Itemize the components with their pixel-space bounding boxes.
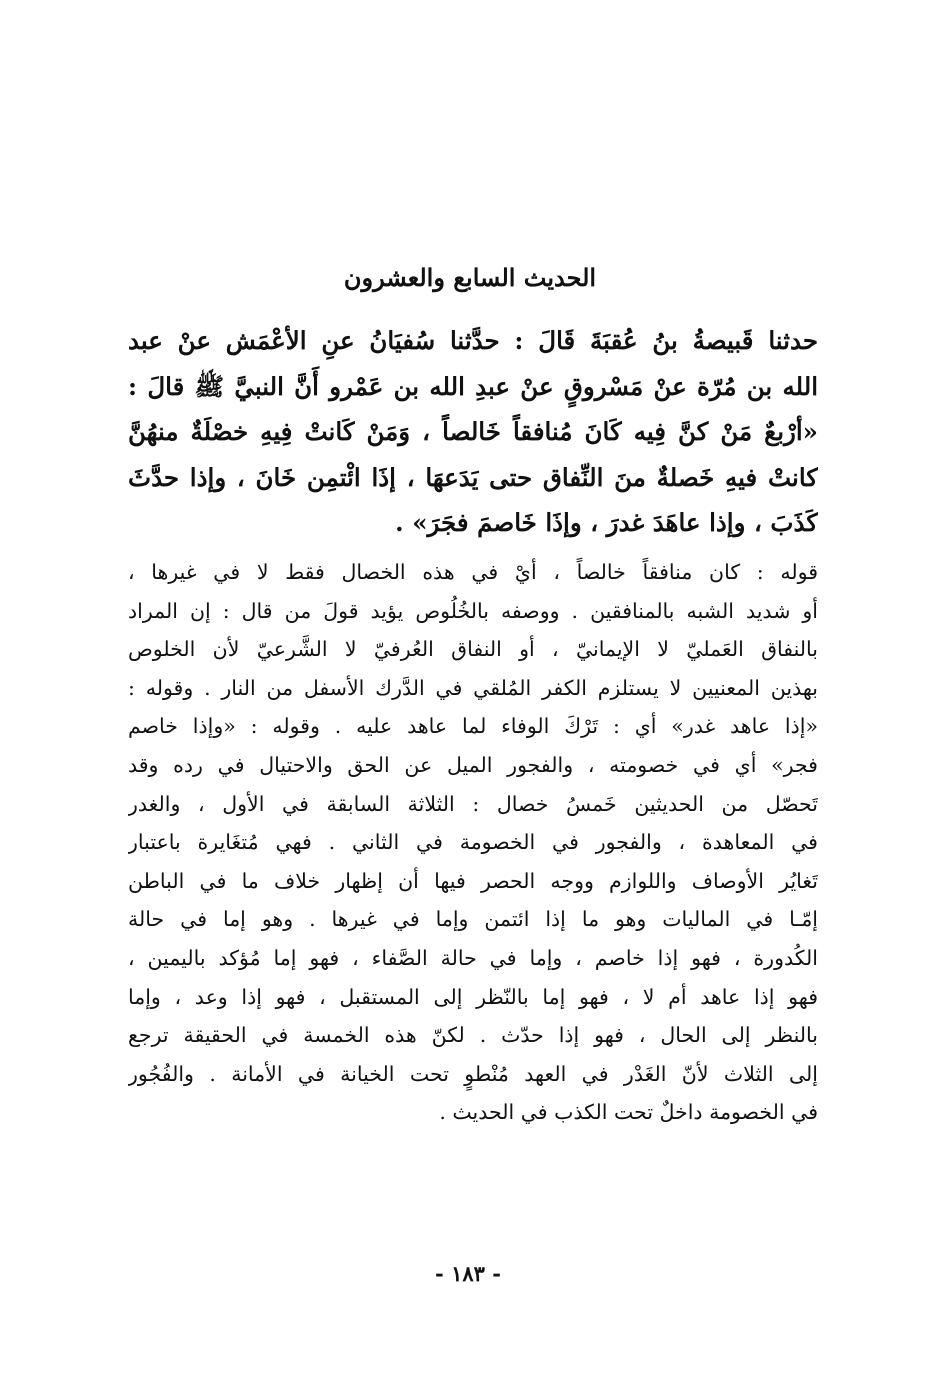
- commentary-line: إمّـا في الماليات وهو ما إذا ائتمن وإما في غيرها . وهو إما في حالة: [128, 907, 818, 932]
- commentary-line: قوله : كان منافقاً خالصاً ، أيْ في هذه الخصال فقط لا في غيرها ،: [128, 560, 818, 584]
- hadith-line: كَذَبَ ، وإذا عاهَدَ غدرَ ، وإذَا خَاصمَ فجَرَ» .: [395, 508, 818, 537]
- hadith-line: حدثنا قَبيصةُ بنُ عُقبَةَ قَالَ : حدَّثنا سُفيَانُ عنِ الأعْمَش عنْ عبد: [128, 326, 818, 355]
- commentary-line: في الخصومة داخلٌ تحت الكذب في الحديث .: [439, 1100, 818, 1125]
- hadith-line: «أرْبعٌ مَنْ كنَّ فِيه كَانَ مُنافقاً خَالصاً ، وَمَنْ كَانتْ فِيهِ خصْلَةٌ منهُنَّ: [128, 417, 818, 446]
- hadith-title: الحديث السابع والعشرون: [343, 263, 597, 292]
- commentary-line: «إذا عاهد غدر» أي : تَرْكَ الوفاء لما عاهد عليه . وقوله : «وإذا خاصم: [128, 714, 818, 739]
- commentary-line: بالنفاق العَمليّ لا الإيمانيّ ، أو النفاق العُرفيّ لا الشَّرعيّ لأن الخلوص: [128, 637, 818, 662]
- commentary-line: فهو إذا عاهد أم لا ، فهو إما بالنّظر إلى المستقبل ، فهو إذا وعد ، وإما: [128, 984, 818, 1009]
- commentary-line: تَغايُر الأوصاف واللوازم ووجه الحصر فيها أن إظهار خلاف ما في الباطن: [128, 868, 818, 893]
- commentary-line: بهذين المعنيين لا يستلزم الكفر المُلقي في الدَّرك الأسفل من النار . وقوله :: [128, 675, 818, 700]
- commentary-text: [128, 553, 818, 1132]
- hadith-line: الله بن مُرّة عنْ مَسْروقٍ عنْ عبدِ الله بن عَمْرو أَنَّ النبيَّ ﷺ قالَ :: [128, 371, 818, 401]
- commentary-line: أو شديد الشبه بالمنافقين . ووصفه بالخُلُوص يؤيد قولَ من قال : إن المراد: [128, 598, 818, 623]
- commentary-line: إلى الثلاث لأنّ الغَدْر في العهد مُنْطوٍ تحت الخيانة في الأمانة . والفُجُور: [128, 1061, 818, 1086]
- commentary-line: في المعاهدة ، والفجور في الخصومة في الثاني . فهي مُتغَايرة باعتبار: [128, 830, 818, 855]
- hadith-text: [128, 318, 818, 546]
- page-number: - ١٨٣ -: [435, 1261, 501, 1286]
- commentary-line: فجر» أي في خصومته ، والفجور الميل عن الحق والاحتيال في رده وقد: [128, 752, 818, 777]
- commentary-line: تَحصّل من الحديثين خَمسُ خصال : الثلاثة السابقة في الأول ، والغدر: [128, 791, 818, 816]
- hadith-line: كانتْ فيهِ خَصلةٌ منَ النِّفاق حتى يَدَعهَا ، إذَا ائْتمِن خَانَ ، وإذا حدَّثَ: [128, 462, 818, 492]
- commentary-line: الكُدورة ، فهو إذا خاصم ، وإما في حالة الصَّفاء ، فهو إما مُؤكد باليمين ،: [128, 945, 818, 970]
- commentary-line: بالنظر إلى الحال ، فهو إذا حدّث . لكنّ هذه الخمسة في الحقيقة ترجع: [128, 1023, 818, 1048]
